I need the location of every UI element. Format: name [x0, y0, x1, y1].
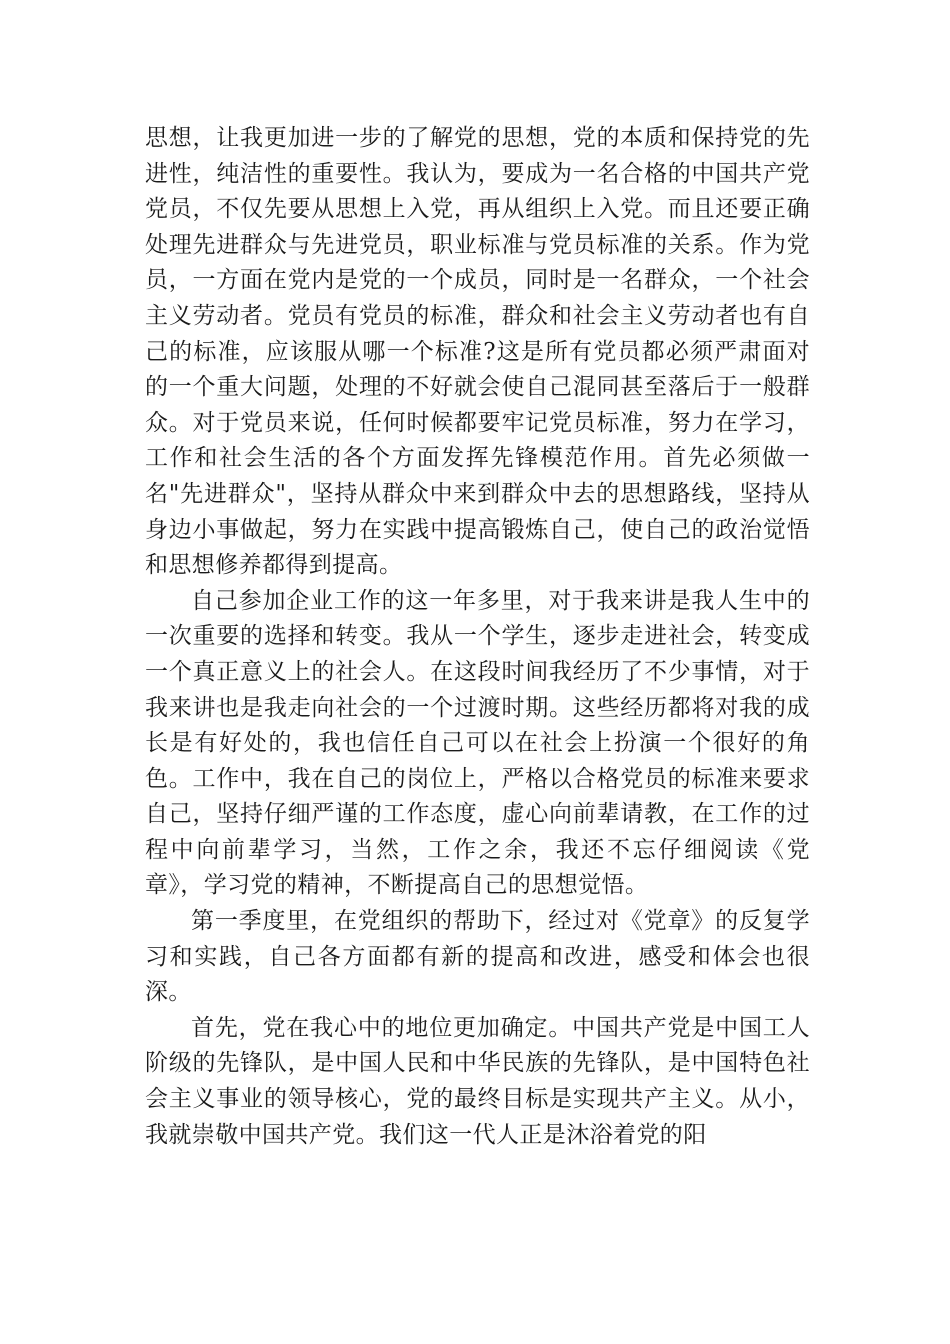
- document-body: [145, 121, 810, 1153]
- paragraph-4: 首先，党在我心中的地位更加确定。中国共产党是中国工人阶级的先锋队，是中国人民和中华民族的先锋队，是中国特色社会主义事业的领导核心，党的最终目标是实现共产主义。从小，我就崇敬中国共产党。我们这一代人正是沐浴着党的阳: [145, 1014, 810, 1148]
- paragraph-3: 第一季度里，在党组织的帮助下，经过对《党章》的反复学习和实践，自己各方面都有新的提高和改进，感受和体会也很深。: [145, 908, 810, 1006]
- paragraph-2: 自己参加企业工作的这一年多里，对于我来讲是我人生中的一次重要的选择和转变。我从一个学生，逐步走进社会，转变成一个真正意义上的社会人。在这段时间我经历了不少事情，对于我来讲也是我走向社会的一个过渡时期。这些经历都将对我的成长是有好处的，我也信任自己可以在社会上扮演一个很好的角色。工作中，我在自己的岗位上，严格以合格党员的标准来要求自己，坚持仔细严谨的工作态度，虚心向前辈请教，在工作的过程中向前辈学习，当然，工作之余，我还不忘仔细阅读《党章》，学习党的精神，不断提高自己的思想觉悟。: [145, 587, 810, 899]
- paragraph-1: 思想，让我更加进一步的了解党的思想，党的本质和保持党的先进性，纯洁性的重要性。我认为，要成为一名合格的中国共产党党员，不仅先要从思想上入党，再从组织上入党。而且还要正确处理先进群众与先进党员，职业标准与党员标准的关系。作为党员，一方面在党内是党的一个成员，同时是一名群众，一个社会主义劳动者。党员有党员的标准，群众和社会主义劳动者也有自己的标准，应该服从哪一个标准?这是所有党员都必须严肃面对的一个重大问题，处理的不好就会使自己混同甚至落后于一般群众。对于党员来说，任何时候都要牢记党员标准，努力在学习，工作和社会生活的各个方面发挥先锋模范作用。首先必须做一名"先进群众"，坚持从群众中来到群众中去的思想路线，坚持从身边小事做起，努力在实践中提高锻炼自己，使自己的政治觉悟和思想修养都得到提高。: [145, 125, 810, 579]
